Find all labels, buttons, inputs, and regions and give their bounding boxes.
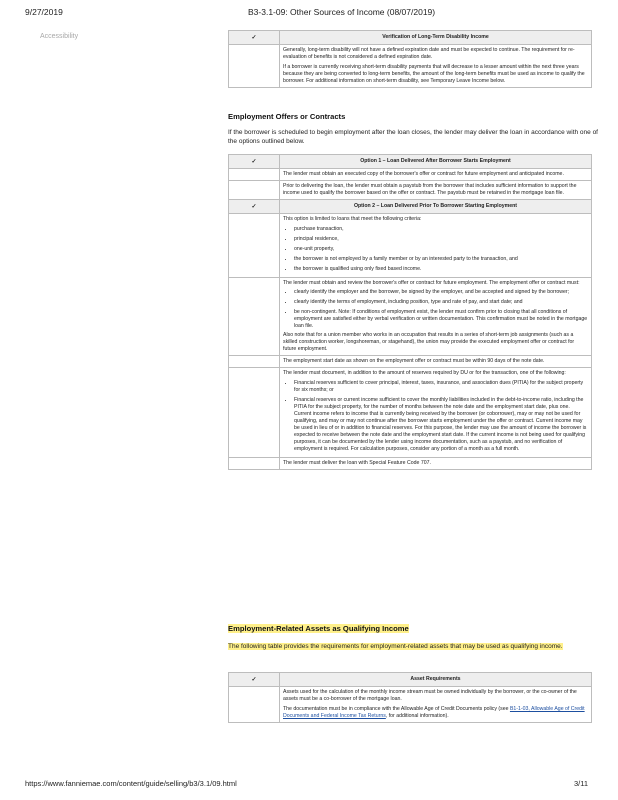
- table-row: [229, 458, 592, 470]
- table-cell: [280, 45, 592, 88]
- offers-table: [228, 154, 592, 470]
- ltd-table: [228, 30, 592, 88]
- list-item: • the borrower is qualified using only fixed based income.: [294, 266, 588, 273]
- page-number: 3/11: [573, 779, 588, 788]
- table-cell: The lender must obtain an executed copy of the borrower's offer or contract for future employment and anticipated income.: [280, 169, 592, 181]
- paragraph: Assets used for the calculation of the monthly income stream must be owned individually by the borrower, or the co-owner of the assets must be a co-borrower of the mortgage loan.: [283, 689, 577, 703]
- assets-section: [228, 624, 600, 633]
- table-header-row: [229, 673, 592, 687]
- table-cell: Prior to delivering the loan, the lender must obtain a paystub from the borrower that includes sufficient information to support the income used to qualify the borrower based on the offer or contract. The paystub must be retained in the mortgage loan file.: [280, 181, 592, 200]
- paragraph: This option is limited to loans that meet the following criteria:: [283, 216, 422, 223]
- list-item: • Financial reserves sufficient to cover principal, interest, taxes, insurance, and association dues (PITIA) for the subject property for six months; or: [294, 380, 588, 394]
- list-item: • the borrower is not employed by a family member or by an interested party to the transaction, and: [294, 256, 588, 263]
- paragraph: Also note that for a union member who works in an occupation that results in a series of short-term job assignments (such as a skilled construction worker, longshoreman, or stagehand), the union may provide the executed employment offer or contract for future employment.: [283, 332, 575, 353]
- table-row: [229, 169, 592, 181]
- list-item: • principal residence,: [294, 236, 588, 243]
- table-row: [229, 181, 592, 200]
- section-intro: If the borrower is scheduled to begin employment after the loan closes, the lender may deliver the loan in accordance with one of the options outlined below.: [228, 129, 598, 146]
- criteria-list: [283, 226, 588, 273]
- assets-table-wrap: [228, 672, 600, 723]
- table-row: [229, 687, 592, 723]
- document-title: B3-3.1-09: Other Sources of Income (08/07/2019): [248, 7, 436, 17]
- table-cell: The lender must deliver the loan with Special Feature Code 707.: [280, 458, 592, 470]
- page-url: https://www.fanniemae.com/content/guide/selling/b3/3.1/09.html: [25, 779, 237, 788]
- table-row: [229, 45, 592, 88]
- requirements-list: [283, 289, 588, 330]
- paragraph: The lender must document, in addition to the amount of reserves required by DU or for the transaction, one of the following:: [283, 370, 566, 377]
- table-cell: [280, 277, 592, 356]
- list-item: • purchase transaction,: [294, 226, 588, 233]
- table-row: [229, 368, 592, 458]
- checkmark-icon: ✓: [229, 31, 280, 45]
- list-item: • clearly identify the employer and the borrower, be signed by the employer, and be accepted and signed by the borrower;: [294, 289, 588, 296]
- section-heading: Employment-Related Assets as Qualifying Income: [228, 624, 409, 633]
- print-date: 9/27/2019: [25, 7, 63, 17]
- table-row: [229, 277, 592, 356]
- table-header: Option 1 – Loan Delivered After Borrower Starts Employment: [280, 155, 592, 169]
- table-header-row: [229, 31, 592, 45]
- paragraph: The documentation must be in compliance with the Allowable Age of Credit Documents policy (see B1-1-03, Allowable Age of Credit Documents and Federal Income Tax Returns, for additional information).: [283, 705, 585, 719]
- offers-table-wrap: [228, 154, 600, 470]
- reserves-list: [283, 380, 588, 453]
- list-item: • Financial reserves or current income sufficient to cover the monthly liabilities included in the debt-to-income ratio, including the PITIA for the subject property, for the number of months between the note date and the employment start date, plus one. Current income refers to income that is currently being received by the borrower (or coborrower), may or may not be used for qualifying, and may or may not continue after the borrower starts employment under the offer or contract. Current income may be used in lieu of or in addition to financial reserves. For this purpose, the lender may use the amount of income the borrower is expected to receive between the note date and the employment start date. If the current income is not being used for qualifying purposes, it can be documented by the lender using income documentation, such as a paystub, and no verification of employment is required. For calculation purposes, consider any portion of a month as a full month.: [294, 397, 588, 453]
- paragraph: The lender must obtain and review the borrower's offer or contract for future employment. The employment offer or contract must:: [283, 279, 580, 286]
- assets-table: [228, 672, 592, 723]
- table-row: [229, 214, 592, 278]
- table-header-row: [229, 155, 592, 169]
- checkmark-icon: ✓: [229, 673, 280, 687]
- table-header: Asset Requirements: [280, 673, 592, 687]
- table-header: Option 2 – Loan Delivered Prior To Borrower Starting Employment: [280, 200, 592, 214]
- table-cell: [280, 368, 592, 458]
- list-item: • clearly identify the terms of employment, including position, type and rate of pay, and start date; and: [294, 299, 588, 306]
- table-header-row: [229, 200, 592, 214]
- list-item: • one-unit property,: [294, 246, 588, 253]
- offers-section: [228, 112, 600, 121]
- list-item: • be non-contingent. Note: If conditions of employment exist, the lender must confirm prior to closing that all conditions of employment are satisfied either by verbal verification or written documentation. This confirmation must be noted in the mortgage loan file.: [294, 309, 588, 330]
- paragraph: If a borrower is currently receiving short-term disability payments that will decrease to a lesser amount within the next three years because they are being converted to long-term benefits, the amount of the long-term benefits must be used as income to qualify the borrower. For additional information on short-term disability, see Temporary Leave Income below.: [283, 63, 585, 84]
- table-row: [229, 356, 592, 368]
- paragraph: Generally, long-term disability will not have a defined expiration date and must be expected to continue. The requirement for re-evaluation of benefits is not considered a defined expiration date.: [283, 47, 575, 61]
- table-cell: [280, 687, 592, 723]
- section-heading: Employment Offers or Contracts: [228, 112, 346, 121]
- section-intro: The following table provides the requirements for employment-related assets that may be used as qualifying income.: [228, 643, 563, 650]
- accessibility-link[interactable]: Accessibility: [40, 33, 79, 40]
- table-header: Verification of Long-Term Disability Income: [280, 31, 592, 45]
- table-cell: The employment start date as shown on the employment offer or contract must be within 90 days of the note date.: [280, 356, 592, 368]
- checkmark-icon: ✓: [229, 200, 280, 214]
- credit-documents-link[interactable]: B1-1-03, Allowable Age of Credit Documents and Federal Income Tax Returns: [283, 705, 585, 719]
- ltd-section: [228, 30, 600, 88]
- checkmark-icon: ✓: [229, 155, 280, 169]
- table-cell: [280, 214, 592, 278]
